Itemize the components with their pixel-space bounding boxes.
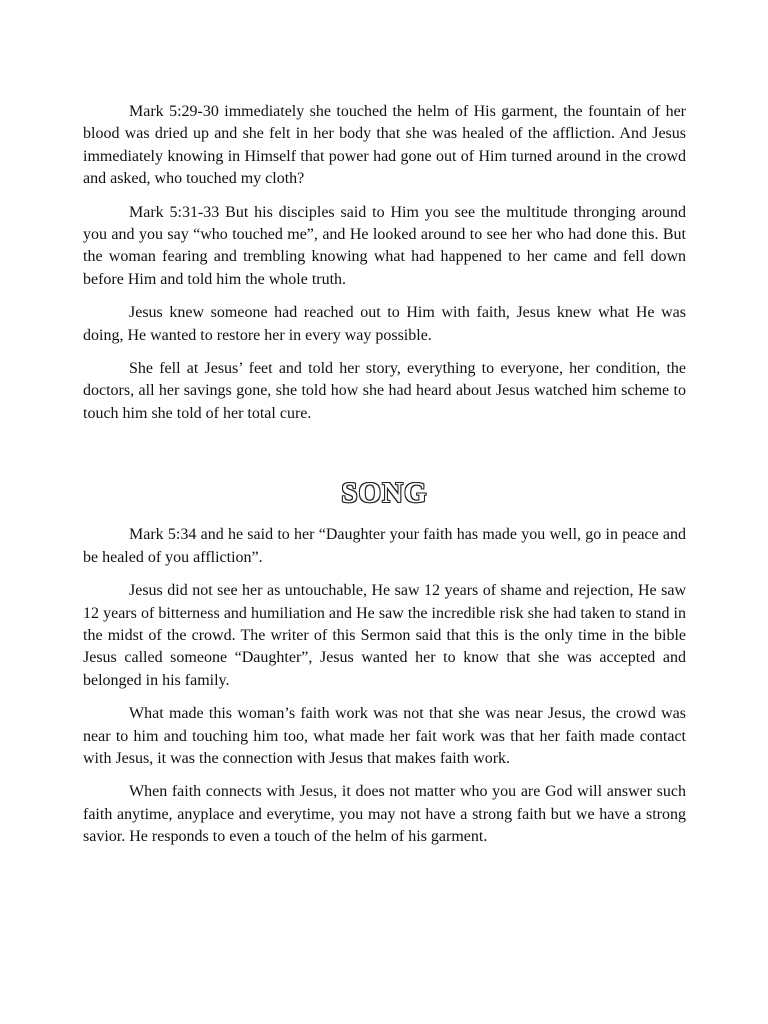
paragraph-mark-5-29: Mark 5:29-30 immediately she touched the helm of His garment, the fountain of her blood was dried up and she felt in her body that she was healed of the affliction. And Jesus immediately knowing in Himself that power had gone out of Him turned around in the crowd and asked, who touched my cloth? bbox=[83, 103, 686, 188]
paragraph-mark-5-34: Mark 5:34 and he said to her “Daughter your faith has made you well, go in peace and be healed of you affliction”. bbox=[83, 526, 686, 566]
paragraph-faith-work: What made this woman’s faith work was not that she was near Jesus, the crowd was near to him and touching him too, what made her fait work was that her faith made contact with Jesus, it was the connection with Jesus that makes faith work. bbox=[83, 705, 686, 767]
paragraph-mark-5-31: Mark 5:31-33 But his disciples said to Him you see the multitude thronging around you and you say “who touched me”, and He looked around to see her who had done this. But the woman fearing and trembling knowing what had happened to her came and fell down before Him and told him the whole truth. bbox=[83, 203, 686, 288]
paragraph-untouchable: Jesus did not see her as untouchable, He saw 12 years of shame and rejection, He saw 12 years of bitterness and humiliation and He saw the incredible risk she had taken to stand in the midst of the crowd. The writer of this Sermon said that this is the only time in the bible Jesus called someone “Daughter”, Jesus wanted her to know that she was accepted and belonged in his family. bbox=[83, 582, 686, 689]
paragraph-jesus-knew: Jesus knew someone had reached out to Him with faith, Jesus knew what He was doing, He wanted to restore her in every way possible. bbox=[83, 304, 686, 344]
document-page bbox=[83, 101, 686, 849]
paragraph-faith-connects: When faith connects with Jesus, it does not matter who you are God will answer such faith anytime, anyplace and everytime, you may not have a strong faith but we have a strong savior. He responds to even a touch of the helm of his garment. bbox=[83, 783, 686, 846]
paragraph-she-fell: She fell at Jesus’ feet and told her story, everything to everyone, her condition, the doctors, all her savings gone, she told how she had heard about Jesus watched him scheme to touch him she told of her total cure. bbox=[83, 360, 686, 422]
section-after-song bbox=[83, 524, 686, 848]
song-heading: SONG bbox=[341, 477, 428, 510]
section-before-song bbox=[83, 101, 686, 425]
